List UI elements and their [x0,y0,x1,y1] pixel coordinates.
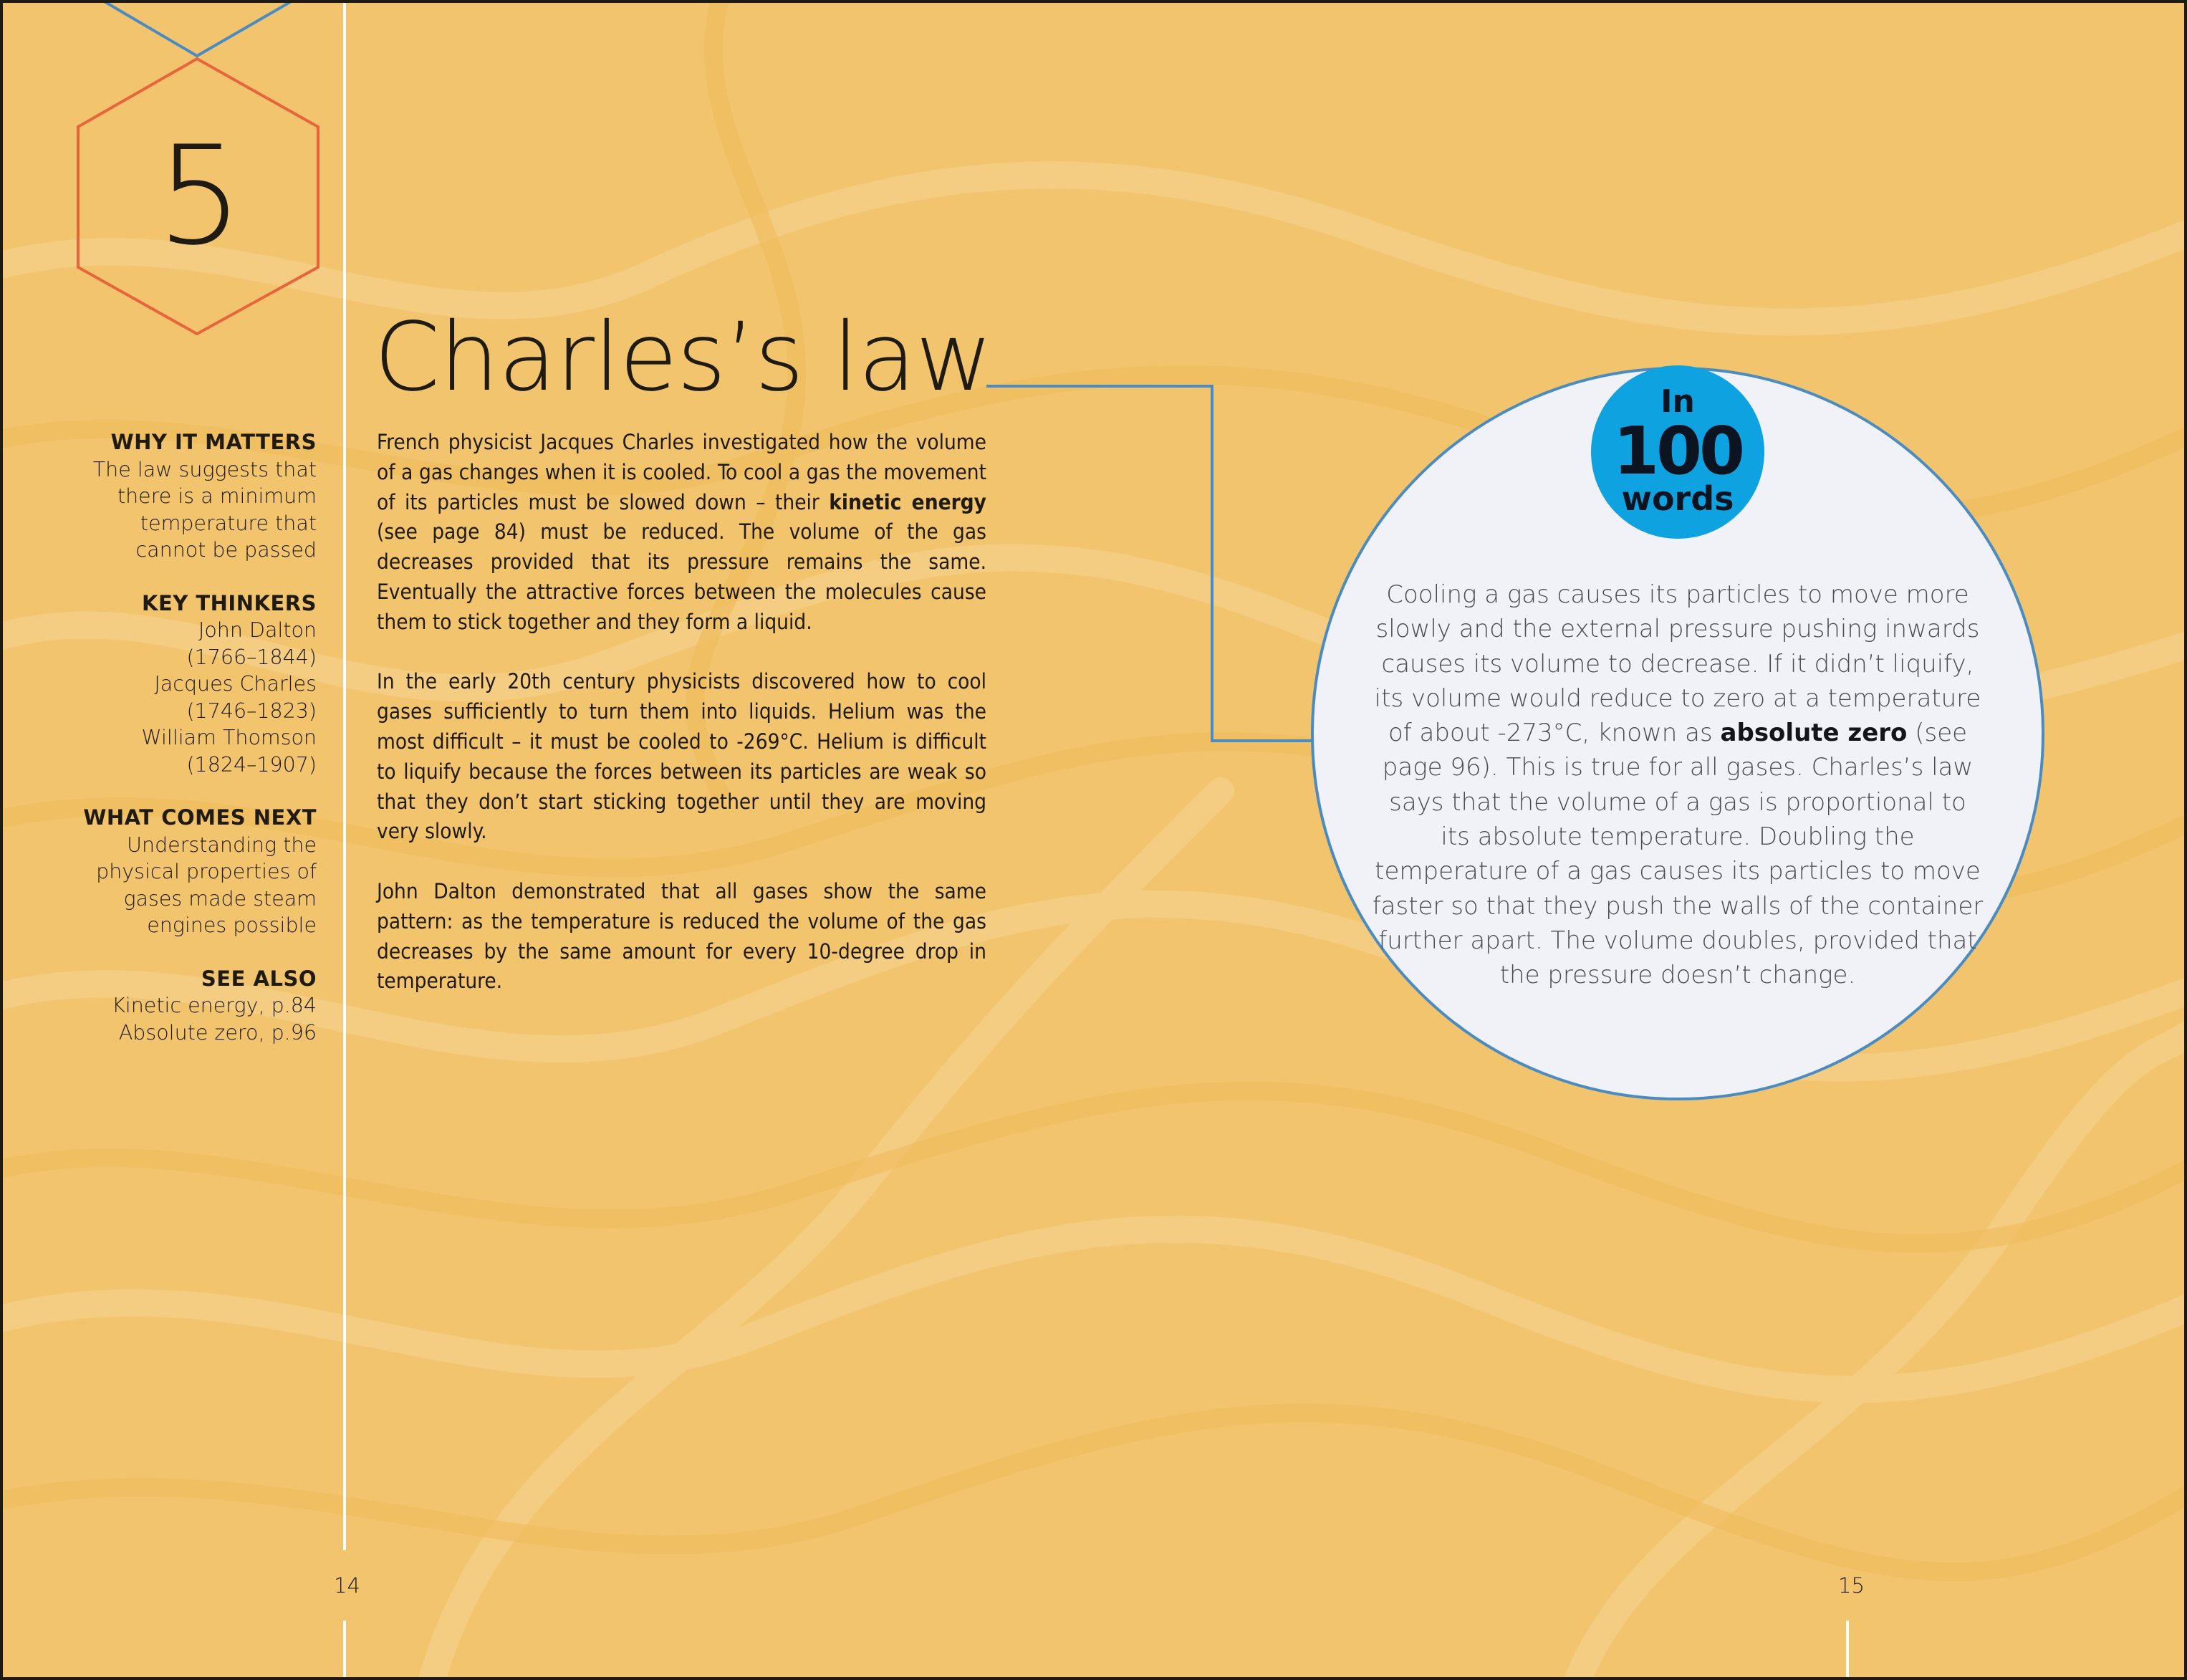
badge-line-100: 100 [1612,413,1743,489]
sidebar-heading: KEY THINKERS [142,590,317,615]
thinker-dates: (1824–1907) [186,752,317,777]
badge-line-words: words [1621,479,1734,518]
sidebar-heading: WHAT COMES NEXT [83,805,317,830]
in-100-words-badge [1591,365,1764,539]
see-also-link[interactable]: Absolute zero, p.96 [118,1020,317,1045]
thinker-name: William Thomson [141,726,317,749]
see-also-link[interactable]: Kinetic energy, p.84 [112,994,317,1017]
kinetic-energy-term: kinetic energy [829,489,986,514]
paragraph-1: French physicist Jacques Charles investigated how the volume of a gas changes when it is cooled. To cool a gas the movement of its particles must be slowed down – their kinetic energy (see page 84) must be reduced. The volume of the gas decreases provided that its pressure remains the same. Eventually the attractive forces between the molecules cause them to stick together and they form a liquid. [377,430,986,634]
badge-line-in: In [1660,383,1695,420]
sidebar-line: cannot be passed [135,538,317,562]
sidebar-heading: SEE ALSO [201,966,317,991]
sidebar-line: The law suggests that [92,457,317,481]
sidebar-key-thinkers [46,590,317,779]
sidebar-what-comes-next [46,805,317,939]
sidebar [46,429,317,1072]
absolute-zero-term: absolute zero [1720,719,1908,748]
body-text [377,428,986,1027]
paragraph-2: In the early 20th century physicists discovered how to cool gases sufficiently to turn them into liquids. Helium was the most difficult – it must be cooled to -269°C. Helium is difficult to liquify because the forces between its particles are weak so that they don’t start sticking together until they are moving very slowly. [377,669,986,844]
book-spread [3,3,2184,1677]
thinker-dates: (1766–1844) [186,645,317,669]
sidebar-why-it-matters [46,429,317,564]
sidebar-line: physical properties of [96,860,317,883]
page-line-right-bottom [1846,1621,1849,1677]
paragraph-3: John Dalton demonstrated that all gases show the same pattern: as the temperature is reduced the volume of the gas decreases by the same amount for every 10-degree drop in temperature. [377,878,986,994]
sidebar-line: Understanding the [127,832,317,857]
summary-text: Cooling a gas causes its particles to move more slowly and the external pressure pushing inwards causes its volume to decrease. If it didn’t liquify, its volume would reduce to zero at a temperature of about -273°C, known as absolute zero (see page 96). This is true for all gases. Charles’s law says that the volume of a gas is proportional to its absolute temperature. Doubling the temperature of a gas causes its particles to move faster so that they push the walls of the container further apart. The volume doubles, provided that the pressure doesn’t change. [1372,580,1984,990]
page-number-right: 15 [1838,1573,1865,1598]
sidebar-heading: WHY IT MATTERS [110,430,317,454]
page-title: Charles’s law [374,302,992,413]
sidebar-line: there is a minimum [117,484,317,508]
chapter-number: 5 [156,117,244,275]
sidebar-line: engines possible [147,913,317,937]
thinker-name: John Dalton [198,618,317,642]
thinker-name: Jacques Charles [154,672,317,696]
page-number-left: 14 [334,1573,360,1598]
sidebar-line: gases made steam [123,886,317,911]
sidebar-see-also [46,966,317,1047]
sidebar-line: temperature that [140,511,317,535]
gutter-line-left-bottom [343,1621,346,1677]
thinker-dates: (1746–1823) [186,699,317,723]
